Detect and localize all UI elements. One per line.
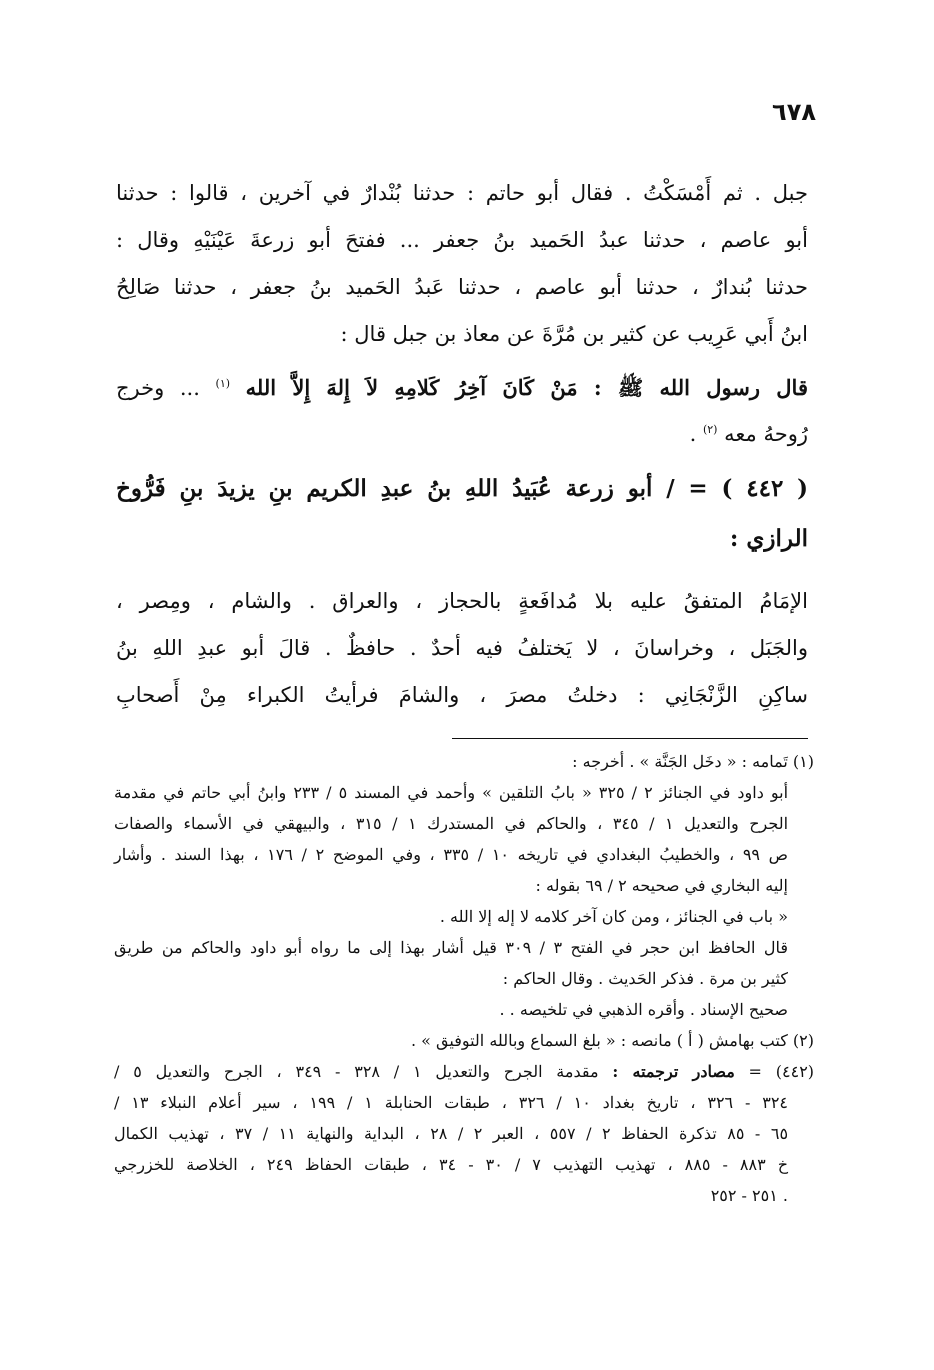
sources-line-2: ٣٢٤ - ٣٢٦ ، تاريخ بغداد ١٠ / ٣٢٦ ، طبقات الحنابلة ١ / ١٩٩ ، سير أعلام النبلاء ١٣ / xyxy=(114,1093,789,1112)
hadith-line2-text: رُوحهُ معه xyxy=(724,422,808,446)
sources-line-5: . ٢٥١ - ٢٥٢ xyxy=(710,1186,788,1205)
sources-line-4: خ ٨٨٣ - ٨٨٥ ، تهذيب التهذيب ٧ / ٣٠ - ٣٤ ، طبقات الحفاظ ٢٤٩ ، الخلاصة للخزرجي xyxy=(114,1155,789,1174)
body-line-4: ابنُ أَبي عَرِيب عن كثير بن مُرَّةَ عن معاذ بن جبل قال : xyxy=(340,322,808,346)
sources-line-3: ٦٥ - ٨٥ تذكرة الحفاظ ٢ / ٥٥٧ ، العبر ٢ / ٢٨ ، البداية والنهاية ١١ / ٣٧ ، تهذيب الكمال xyxy=(114,1124,789,1143)
footnote-marker-2: (٢) xyxy=(702,423,718,436)
footnote-1-line-5: إليه البخاري في صحيحه ٢ / ٦٩ بقوله : xyxy=(535,876,788,895)
sources-line-1-text: مقدمة الجرح والتعديل ١ / ٣٢٨ - ٣٤٩ ، الجرح والتعديل ٥ / xyxy=(114,1062,613,1081)
bio-line-1: الإمَامُ المتفقُ عليه بلا مُدافَعةٍ بالحجاز ، والعراق . والشام ، ومِصر ، xyxy=(116,589,808,613)
sources-line-1 xyxy=(114,1056,814,1087)
entry-heading-line-2: الرازي : xyxy=(729,525,808,552)
footnote-marker-1: (١) xyxy=(215,377,231,390)
footnote-separator xyxy=(452,738,808,739)
footnote-1-line-2: أبو داود في الجنائز ٢ / ٣٢٥ « بابُ التلقين » وأحمد في المسند ٥ / ٢٣٣ وابنُ أبي حاتم في مقدمة xyxy=(114,783,789,802)
hadith-line2-end: . xyxy=(689,422,703,446)
footnote-1-line-1: (١) تَمامه : « دخَل الجَنَّة » . أخرجه : xyxy=(572,752,814,771)
hadith-continuation: ... وخرج xyxy=(116,376,216,400)
sources-prefix: (٤٤٢) = xyxy=(734,1062,815,1081)
hadith-text: قال رسول الله ﷺ : مَنْ كَانَ آخِرُ كَلامِهِ لاَ إِلهَ إِلاَّ الله xyxy=(245,375,808,400)
bio-line-2: والجَبَل ، وخراسانَ ، لا يَختلفُ فيه أحدٌ . حافظٌ . قالَ أبو عبدِ اللهِ بنُ xyxy=(116,636,808,660)
footnote-1-line-3: الجرح والتعديل ١ / ٣٤٥ ، والحاكم في المستدرك ١ / ٣١٥ ، والبيهقي في الأسماء والصفات xyxy=(114,814,789,833)
footnote-1-line-6: « باب في الجنائز ، ومن كان آخر كلامه لا إله إلا الله . xyxy=(439,907,788,926)
footnote-1-line-9: صحيح الإسناد . وأقره الذهبي في تلخيصه . . xyxy=(499,1000,788,1019)
footnote-2: (٢) كتب بهامش ( أ ) مانصه : « بلغ السماع وبالله التوفيق » . xyxy=(410,1031,814,1050)
body-line-3: حدثنا بُندارٌ ، حدثنا أبو عاصم ، حدثنا عَبدُ الحَميد بنُ جعفر ، حدثنا صَالِحُ xyxy=(116,275,808,299)
body-line-2: أبو عاصم ، حدثنا عبدُ الحَميد بنُ جعفر ... ففتحَ أبو زرعةَ عَيْنَيْهِ وقال : xyxy=(116,228,808,252)
hadith-line-2 xyxy=(116,411,808,458)
footnote-1-line-4: ص ٩٩ ، والخطيبُ البغدادي في تاريخه ١٠ / ٣٣٥ ، وفي الموضح ٢ / ١٧٦ ، بهذا السند . وأشار xyxy=(114,845,788,864)
body-line-1: جبل . ثم أَمْسَكْتُ . فقال أبو حاتم : حدثنا بُنْدارٌ في آخرين ، قالوا : حدثنا xyxy=(116,181,808,205)
page-number: ٦٧٨ xyxy=(772,98,816,126)
sources-label: مصادر ترجمته : xyxy=(612,1062,735,1081)
footnote-1-line-7: قال الحافظ ابن حجر في الفتح ٣ / ٣٠٩ قيل أشار بهذا إلى ما رواه أبو داود والحاكم من طريق xyxy=(114,938,789,957)
main-text xyxy=(116,170,808,719)
bio-line-3: ساكِنِ الزَّنْجَانِي : دخلتُ مصرَ ، والشامَ فرأيتُ الكبراء مِنْ أَصحابِ xyxy=(116,683,808,707)
footnotes xyxy=(114,746,814,1211)
entry-heading-line-1: ( ٤٤٢ ) = / أبو زرعة عُبَيدُ اللهِ بنُ عبدِ الكريم بنِ يزيدَ بنِ فَرُّوخ xyxy=(116,475,809,502)
footnote-1-line-8: كثير بن مرة . فذكر الحَديث . وقال الحاكم : xyxy=(502,969,788,988)
hadith-line-1 xyxy=(116,364,808,411)
